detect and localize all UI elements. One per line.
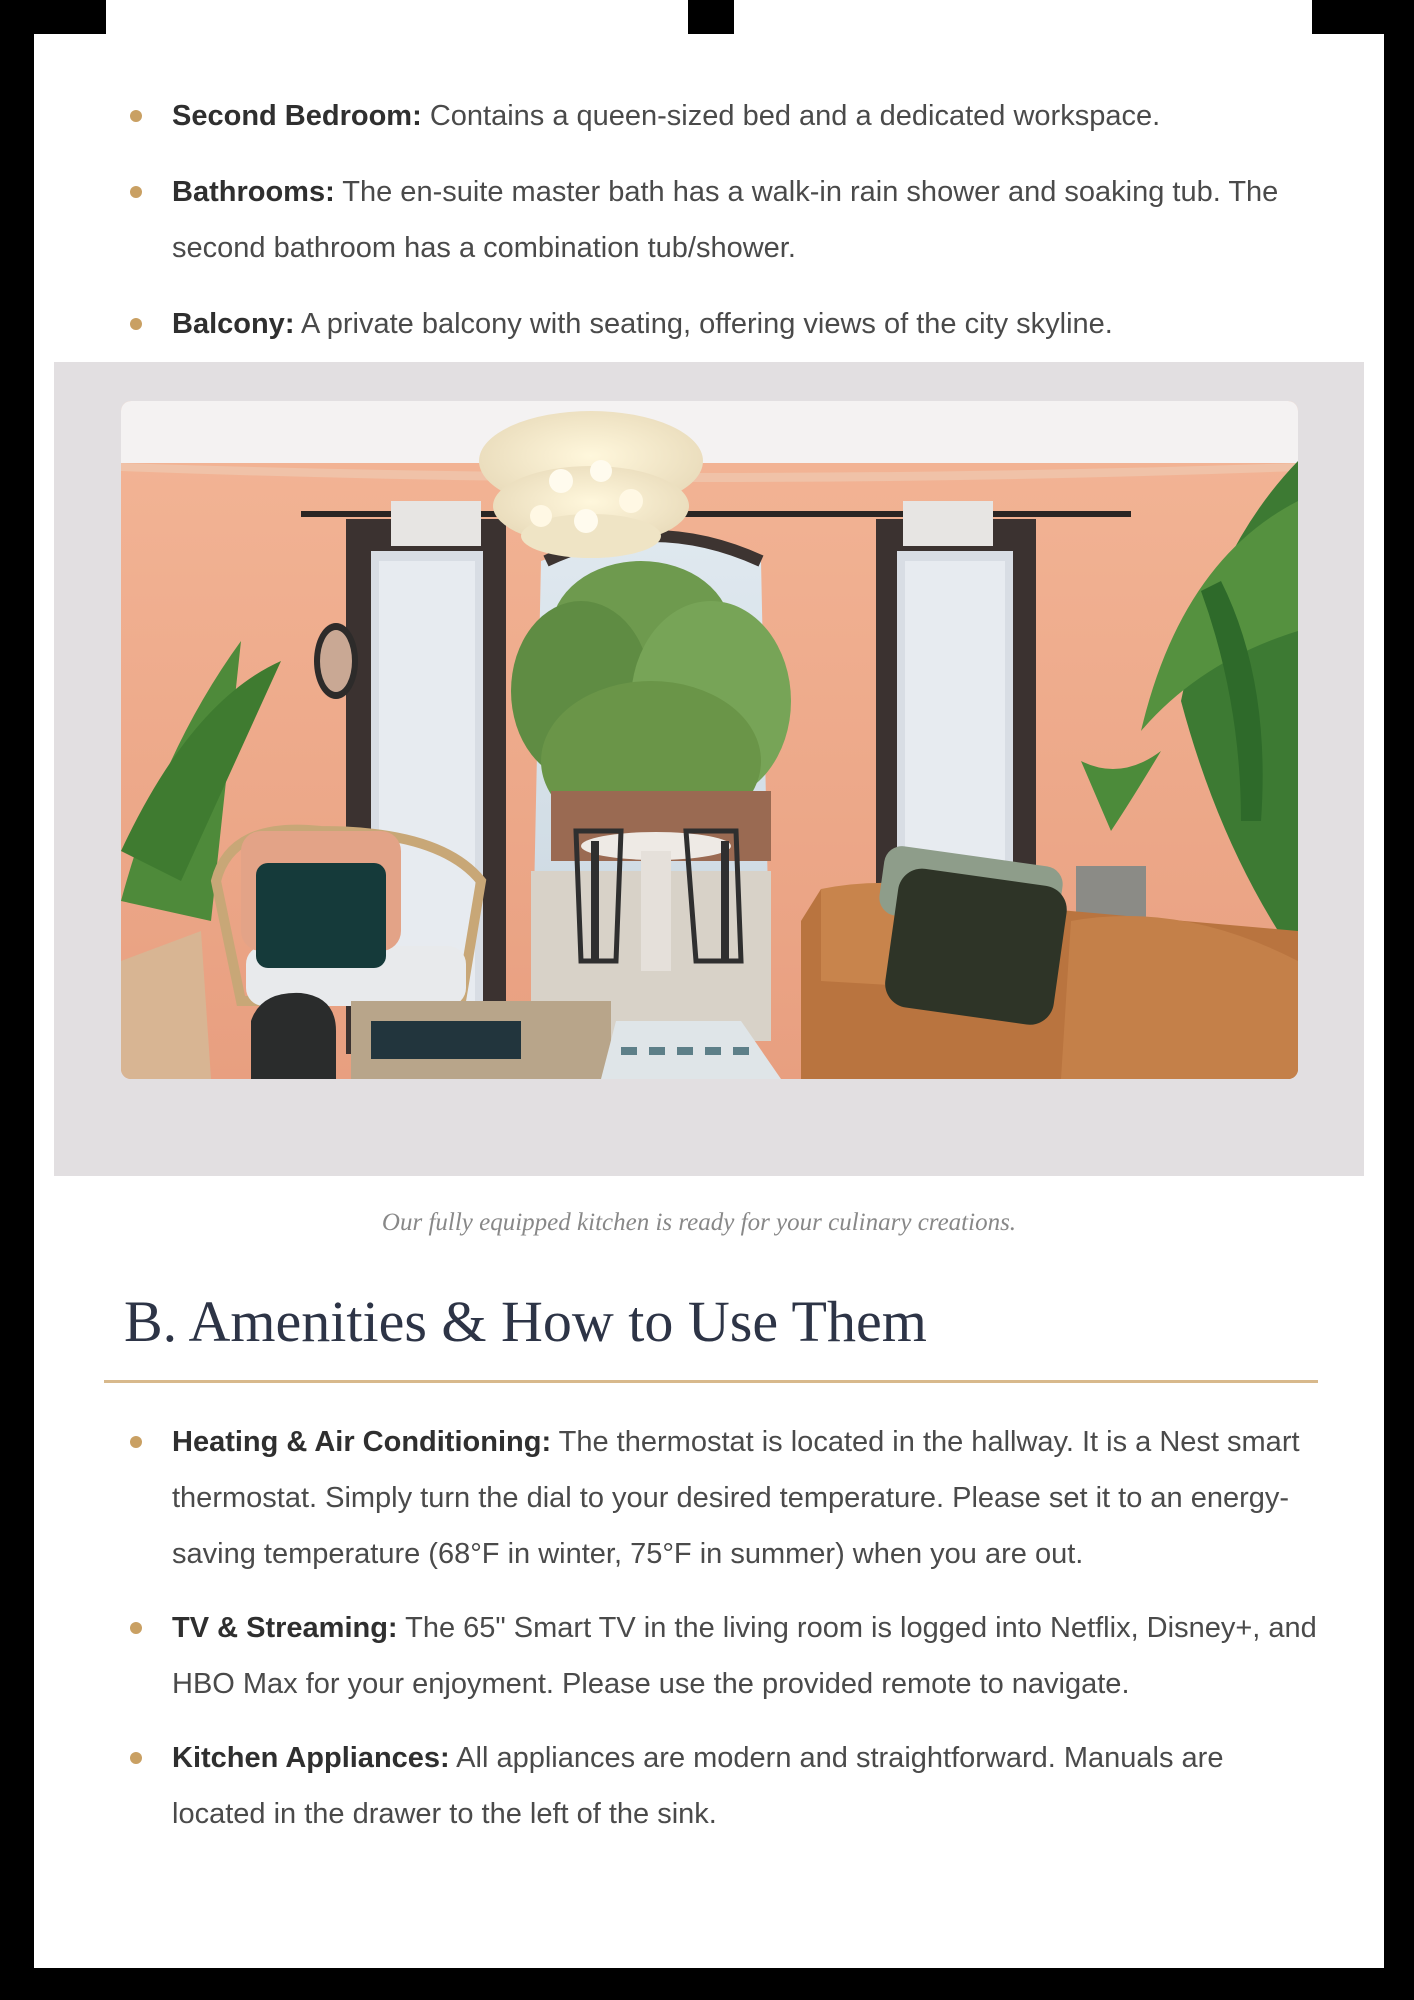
- bullet-icon: [130, 186, 142, 198]
- list-item: [172, 1600, 1322, 1712]
- list-item-title: Balcony:: [172, 308, 295, 340]
- list-item: [172, 1414, 1322, 1582]
- section-divider: [104, 1380, 1318, 1383]
- living-room-photo: [121, 401, 1298, 1079]
- list-item: [172, 164, 1342, 276]
- list-item-text: A private balcony with seating, offering views of the city skyline.: [300, 308, 1113, 340]
- list-item-title: Heating & Air Conditioning:: [172, 1426, 552, 1458]
- bullet-icon: [130, 1436, 142, 1448]
- list-item-text: Contains a queen-sized bed and a dedicated workspace.: [429, 100, 1161, 132]
- previous-page-edge-left: [106, 0, 688, 35]
- bullet-icon: [130, 1622, 142, 1634]
- list-item: [172, 1730, 1322, 1842]
- list-item: [172, 88, 1342, 144]
- list-item-title: Kitchen Appliances:: [172, 1742, 450, 1774]
- list-item-text: The en-suite master bath has a walk-in rain shower and soaking tub. The second bathroom has a combination tub/shower.: [172, 176, 1279, 264]
- list-item-text: All appliances are modern and straightforward. Manuals are located in the drawer to the left of the sink.: [172, 1742, 1224, 1830]
- amenities-list: [172, 1414, 1322, 1860]
- room-list: [172, 88, 1342, 372]
- bullet-icon: [130, 1752, 142, 1764]
- list-item-title: Bathrooms:: [172, 176, 335, 208]
- section-title: B. Amenities & How to Use Them: [124, 1289, 927, 1354]
- list-item-title: TV & Streaming:: [172, 1612, 398, 1644]
- document-page: [34, 34, 1384, 1968]
- list-item-title: Second Bedroom:: [172, 100, 422, 132]
- photo-caption: Our fully equipped kitchen is ready for your culinary creations.: [381, 1209, 1017, 1236]
- bullet-icon: [130, 110, 142, 122]
- bullet-icon: [130, 318, 142, 330]
- list-item-text: The thermostat is located in the hallway. It is a Nest smart thermostat. Simply turn the dial to your desired temperature. Please set it to an energy-saving temperature (68°F in winter, 75°F in summer) when you are out.: [172, 1426, 1300, 1570]
- previous-page-edge-right: [734, 0, 1312, 35]
- list-item: [172, 296, 1342, 352]
- list-item-text: The 65" Smart TV in the living room is logged into Netflix, Disney+, and HBO Max for your enjoyment. Please use the provided remote to navigate.: [172, 1612, 1317, 1700]
- photo-frame: [54, 362, 1364, 1176]
